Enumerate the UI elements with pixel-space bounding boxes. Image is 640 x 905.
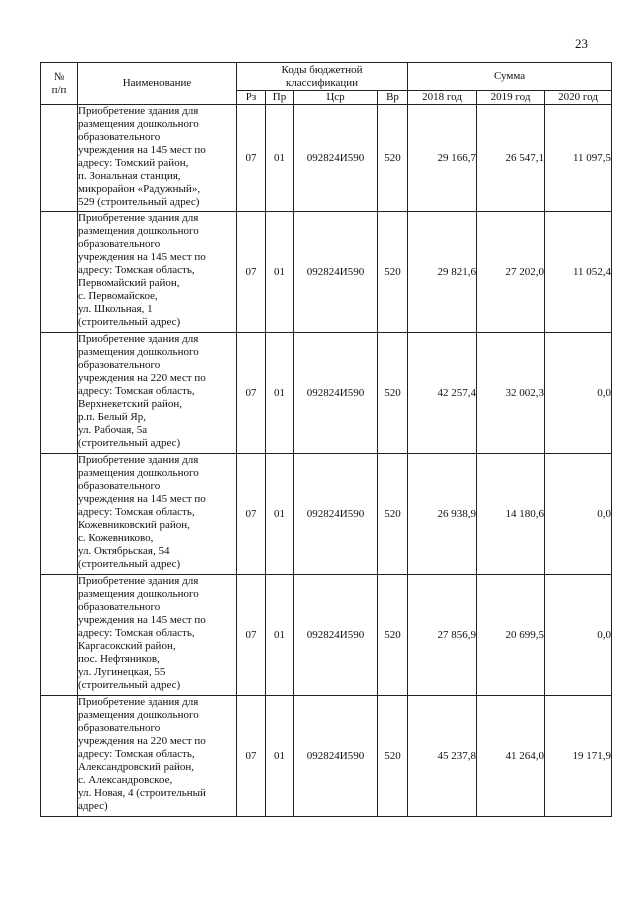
row-name: Приобретение здания для размещения дошкольного образовательного учреждения на 145 мест по адресу: Томская область, Кожевниковский район, с. Кожевниково, ул. Октябрьская, 54 (строительный адрес): [78, 454, 237, 575]
row-2019: 14 180,6: [477, 454, 545, 575]
row-2018: 45 237,8: [408, 696, 477, 817]
row-name: Приобретение здания для размещения дошкольного образовательного учреждения на 220 мест по адресу: Томская область, Александровский район, с. Александровское, ул. Новая, 4 (строительный адрес): [78, 696, 237, 817]
header-csr: Цср: [294, 91, 378, 105]
row-2020: 19 171,9: [545, 696, 612, 817]
row-2018: 29 821,6: [408, 212, 477, 333]
row-num: [41, 105, 78, 212]
row-vr: 520: [378, 105, 408, 212]
row-2020: 11 052,4: [545, 212, 612, 333]
row-2019: 26 547,1: [477, 105, 545, 212]
row-name: Приобретение здания для размещения дошкольного образовательного учреждения на 220 мест по адресу: Томская область, Верхнекетский район, р.п. Белый Яр, ул. Рабочая, 5а (строительный адрес): [78, 333, 237, 454]
row-num: [41, 696, 78, 817]
row-2018: 42 257,4: [408, 333, 477, 454]
page-number: 23: [575, 36, 588, 51]
header-sum: Сумма: [408, 63, 612, 91]
row-pr: 01: [266, 212, 294, 333]
row-2020: 0,0: [545, 575, 612, 696]
row-2019: 20 699,5: [477, 575, 545, 696]
header-2020: 2020 год: [545, 91, 612, 105]
row-pr: 01: [266, 575, 294, 696]
row-pr: 01: [266, 105, 294, 212]
row-pr: 01: [266, 696, 294, 817]
row-rz: 07: [237, 575, 266, 696]
row-vr: 520: [378, 212, 408, 333]
table-row: [41, 105, 612, 212]
row-vr: 520: [378, 454, 408, 575]
row-num: [41, 454, 78, 575]
row-vr: 520: [378, 575, 408, 696]
row-csr: 092824И590: [294, 454, 378, 575]
row-num: [41, 333, 78, 454]
row-rz: 07: [237, 212, 266, 333]
table-row: [41, 696, 612, 817]
row-rz: 07: [237, 105, 266, 212]
header-pr: Пр: [266, 91, 294, 105]
row-2019: 32 002,3: [477, 333, 545, 454]
row-2019: 27 202,0: [477, 212, 545, 333]
header-num: № п/п: [41, 63, 78, 105]
header-2019: 2019 год: [477, 91, 545, 105]
row-2020: 11 097,5: [545, 105, 612, 212]
header-vr: Вр: [378, 91, 408, 105]
row-2018: 27 856,9: [408, 575, 477, 696]
row-rz: 07: [237, 454, 266, 575]
row-rz: 07: [237, 333, 266, 454]
row-2020: 0,0: [545, 333, 612, 454]
table-row: [41, 575, 612, 696]
row-num: [41, 575, 78, 696]
header-rz: Рз: [237, 91, 266, 105]
table-row: [41, 454, 612, 575]
header-codes: Коды бюджетной классификации: [237, 63, 408, 91]
row-name: Приобретение здания для размещения дошкольного образовательного учреждения на 145 мест по адресу: Томская область, Каргасокский район, пос. Нефтяников, ул. Лугинецкая, 55 (строительный адрес): [78, 575, 237, 696]
row-vr: 520: [378, 333, 408, 454]
row-csr: 092824И590: [294, 212, 378, 333]
table-row: [41, 333, 612, 454]
row-vr: 520: [378, 696, 408, 817]
row-csr: 092824И590: [294, 333, 378, 454]
row-2018: 26 938,9: [408, 454, 477, 575]
row-name: Приобретение здания для размещения дошкольного образовательного учреждения на 145 мест по адресу: Томская область, Первомайский район, с. Первомайское, ул. Школьная, 1 (строительный адрес): [78, 212, 237, 333]
row-csr: 092824И590: [294, 696, 378, 817]
row-2019: 41 264,0: [477, 696, 545, 817]
row-rz: 07: [237, 696, 266, 817]
row-2018: 29 166,7: [408, 105, 477, 212]
row-csr: 092824И590: [294, 575, 378, 696]
table-row: [41, 212, 612, 333]
budget-table: [40, 62, 612, 817]
header-2018: 2018 год: [408, 91, 477, 105]
row-pr: 01: [266, 333, 294, 454]
row-pr: 01: [266, 454, 294, 575]
header-name: Наименование: [78, 63, 237, 105]
row-num: [41, 212, 78, 333]
row-name: Приобретение здания для размещения дошкольного образовательного учреждения на 145 мест по адресу: Томский район, п. Зональная станция, микрорайон «Радужный», 529 (строительный адрес): [78, 105, 237, 212]
row-2020: 0,0: [545, 454, 612, 575]
row-csr: 092824И590: [294, 105, 378, 212]
